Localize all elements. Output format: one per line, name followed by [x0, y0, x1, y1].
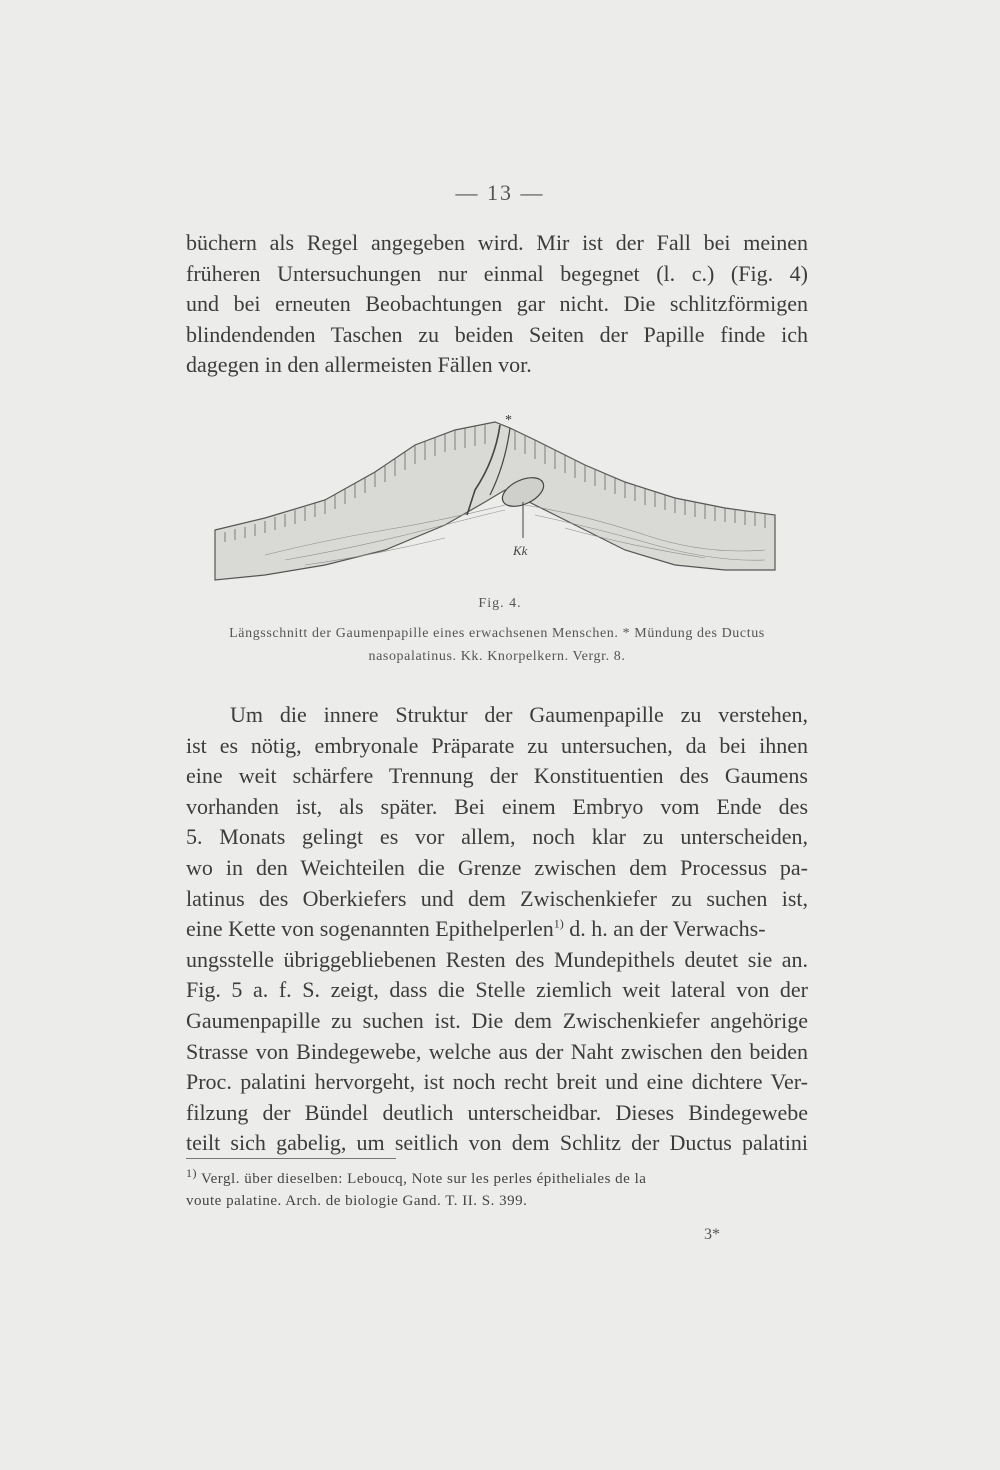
text-line: dagegen in den allermeisten Fällen vor.: [186, 352, 532, 378]
text-line: wo in den Weichteilen die Grenze zwischen dem Processus pa-: [186, 854, 808, 880]
footnote-reference: 1): [553, 916, 564, 931]
text-line: früheren Untersuchungen nur einmal begegnet (l. c.) (Fig. 4): [186, 260, 808, 286]
caption-line: nasopalatinus. Kk. Knorpelkern. Vergr. 8.: [368, 649, 626, 664]
paragraph-2: [186, 700, 808, 1159]
figure-4-illustration: [205, 410, 785, 590]
text-line: [186, 914, 808, 945]
text-segment: eine Kette von sogenannten Epithelperlen: [186, 916, 554, 942]
text-line: Strasse von Bindegewebe, welche aus der Naht zwischen den beiden: [186, 1038, 808, 1064]
signature-mark: 3*: [704, 1226, 720, 1243]
text-line: und bei erneuten Beobachtungen gar nicht. Die schlitzförmigen: [186, 291, 808, 317]
text-line: teilt sich gabelig, um seitlich von dem Schlitz der Ductus palatini: [186, 1130, 808, 1156]
text-line: ist es nötig, embryonale Präparate zu untersuchen, da bei ihnen: [186, 732, 808, 758]
text-line: Fig. 5 a. f. S. zeigt, dass die Stelle ziemlich weit lateral von der: [186, 977, 808, 1003]
page-number: — 13 —: [455, 180, 545, 205]
text-line: Gaumenpapille zu suchen ist. Die dem Zwischenkiefer angehörige: [186, 1007, 808, 1033]
text-segment: d. h. an der Verwachs-: [563, 916, 766, 942]
text-line: latinus des Oberkiefers und dem Zwischenkiefer zu suchen ist,: [186, 885, 808, 911]
text-line: filzung der Bündel deutlich unterscheidbar. Dieses Bindegewebe: [186, 1099, 808, 1125]
text-line: eine weit schärfere Trennung der Konstituentien des Gaumens: [186, 763, 808, 789]
footnote-divider: [186, 1158, 396, 1159]
text-line: 5. Monats gelingt es vor allem, noch klar zu unterscheiden,: [186, 824, 808, 850]
text-line: ungsstelle übriggebliebenen Resten des Mundepithels deutet sie an.: [186, 946, 808, 972]
figure-label: Fig. 4.: [478, 596, 522, 611]
text-line: vorhanden ist, als später. Bei einem Embryo vom Ende des: [186, 793, 808, 819]
footnote-marker: 1): [186, 1166, 197, 1180]
caption-line: Längsschnitt der Gaumenpapille eines erwachsenen Menschen. * Mündung des Ductus: [229, 626, 765, 641]
text-line: Um die innere Struktur der Gaumenpapille zu verstehen,: [230, 702, 808, 727]
paragraph-1: [186, 228, 808, 381]
footnote-line: voute palatine. Arch. de biologie Gand. T. II. S. 399.: [186, 1193, 528, 1209]
asterisk-marker: *: [505, 413, 512, 428]
kk-label: Kk: [513, 543, 528, 558]
footnote-line: [186, 1168, 808, 1190]
text-segment: Vergl. über dieselben: Leboucq, Note sur les perles épitheliales de la: [197, 1171, 647, 1187]
figure-caption: [186, 622, 808, 668]
footnote: [186, 1168, 808, 1212]
text-line: blindendenden Taschen zu beiden Seiten der Papille finde ich: [186, 321, 808, 347]
text-line: Proc. palatini hervorgeht, ist noch recht breit und eine dichtere Ver-: [186, 1069, 808, 1095]
text-line: büchern als Regel angegeben wird. Mir ist der Fall bei meinen: [186, 230, 808, 255]
